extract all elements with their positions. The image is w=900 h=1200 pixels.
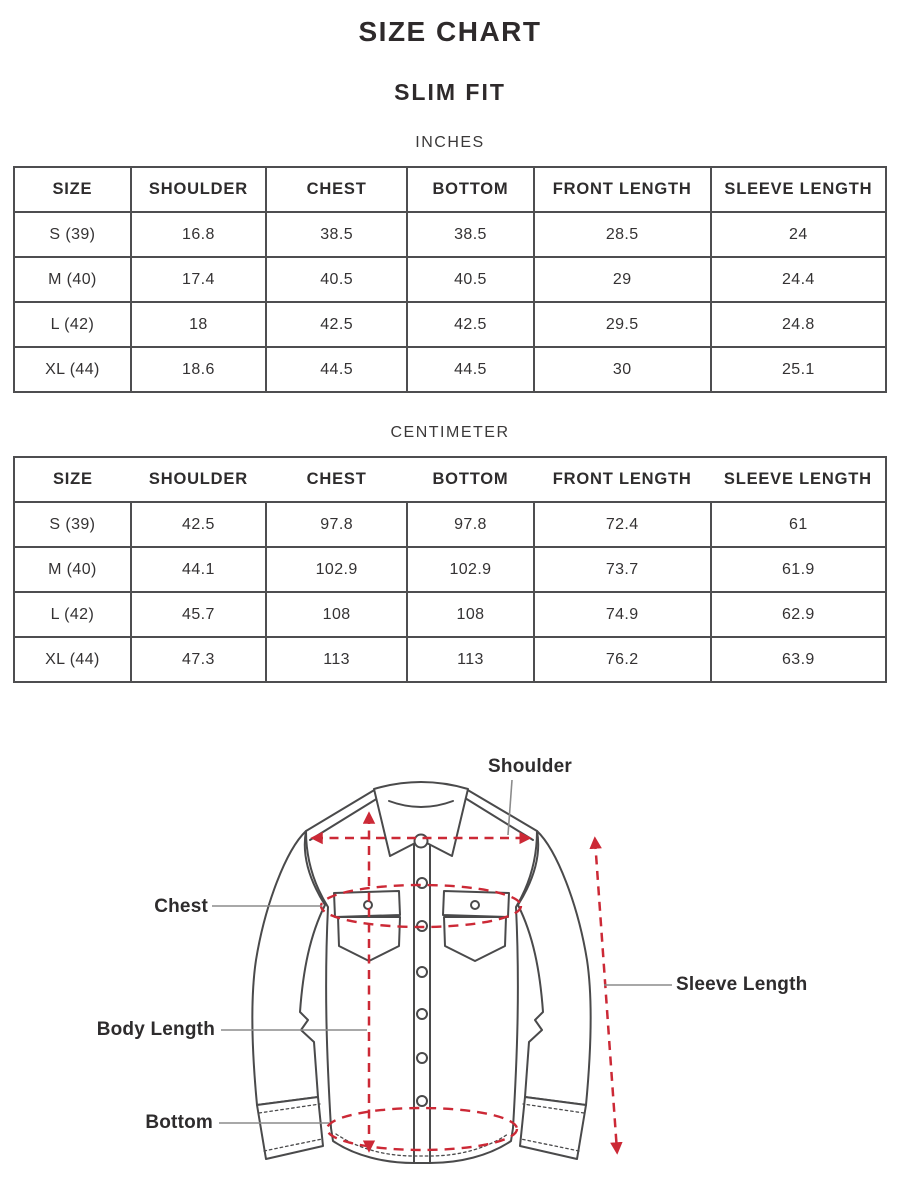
cell-value: 108 bbox=[407, 592, 533, 637]
cell-size: L (42) bbox=[14, 302, 131, 347]
right-pocket-button bbox=[471, 901, 479, 909]
cell-value: 40.5 bbox=[266, 257, 407, 302]
column-header-shoulder: SHOULDER bbox=[131, 167, 266, 212]
cell-value: 40.5 bbox=[407, 257, 533, 302]
table-row-s bbox=[14, 502, 886, 547]
sleeve-length-label: Sleeve Length bbox=[676, 974, 808, 995]
cell-value: 44.1 bbox=[131, 547, 266, 592]
cell-value: 16.8 bbox=[131, 212, 266, 257]
table-row-m bbox=[14, 257, 886, 302]
cell-value: 17.4 bbox=[131, 257, 266, 302]
cell-value: 38.5 bbox=[407, 212, 533, 257]
inches-table bbox=[13, 166, 887, 393]
cell-size: XL (44) bbox=[14, 637, 131, 682]
column-header-size: SIZE bbox=[14, 457, 131, 502]
cell-size: L (42) bbox=[14, 592, 131, 637]
cell-value: 24 bbox=[711, 212, 886, 257]
right-cuff bbox=[520, 1097, 586, 1159]
cell-value: 18.6 bbox=[131, 347, 266, 392]
inches-unit-label: INCHES bbox=[415, 134, 485, 151]
table-row-xl bbox=[14, 637, 886, 682]
sleeve-length-arrow bbox=[595, 840, 617, 1151]
cell-value: 113 bbox=[407, 637, 533, 682]
cell-value: 29 bbox=[534, 257, 711, 302]
cell-value: 29.5 bbox=[534, 302, 711, 347]
table-row-l bbox=[14, 592, 886, 637]
centimeter-header-row bbox=[14, 457, 886, 502]
shoulder-label: Shoulder bbox=[488, 756, 572, 777]
cell-value: 28.5 bbox=[534, 212, 711, 257]
column-header-bottom: BOTTOM bbox=[407, 167, 533, 212]
shirt-outline bbox=[252, 782, 590, 1163]
cell-value: 44.5 bbox=[407, 347, 533, 392]
column-header-chest: CHEST bbox=[266, 167, 407, 212]
body-length-label: Body Length bbox=[96, 1019, 215, 1040]
cell-value: 24.8 bbox=[711, 302, 886, 347]
column-header-sleeve-length: SLEEVE LENGTH bbox=[711, 457, 886, 502]
cell-value: 73.7 bbox=[534, 547, 711, 592]
cell-size: S (39) bbox=[14, 212, 131, 257]
cell-size: M (40) bbox=[14, 257, 131, 302]
cell-value: 76.2 bbox=[534, 637, 711, 682]
cell-value: 24.4 bbox=[711, 257, 886, 302]
cell-value: 42.5 bbox=[266, 302, 407, 347]
left-cuff bbox=[257, 1097, 323, 1159]
cell-value: 47.3 bbox=[131, 637, 266, 682]
cell-value: 18 bbox=[131, 302, 266, 347]
cell-value: 42.5 bbox=[407, 302, 533, 347]
bottom-label: Bottom bbox=[145, 1112, 213, 1133]
cell-value: 25.1 bbox=[711, 347, 886, 392]
cell-value: 62.9 bbox=[711, 592, 886, 637]
page-subtitle: SLIM FIT bbox=[394, 79, 506, 105]
cell-value: 97.8 bbox=[266, 502, 407, 547]
cell-value: 108 bbox=[266, 592, 407, 637]
cell-size: M (40) bbox=[14, 547, 131, 592]
page-title: SIZE CHART bbox=[358, 16, 542, 47]
cell-value: 38.5 bbox=[266, 212, 407, 257]
collar-button bbox=[415, 835, 428, 848]
cell-value: 61.9 bbox=[711, 547, 886, 592]
column-header-front-length: FRONT LENGTH bbox=[534, 457, 711, 502]
table-row-m bbox=[14, 547, 886, 592]
table-row-xl bbox=[14, 347, 886, 392]
cell-size: XL (44) bbox=[14, 347, 131, 392]
cell-value: 102.9 bbox=[266, 547, 407, 592]
cell-value: 113 bbox=[266, 637, 407, 682]
cell-value: 42.5 bbox=[131, 502, 266, 547]
column-header-bottom: BOTTOM bbox=[407, 457, 533, 502]
column-header-chest: CHEST bbox=[266, 457, 407, 502]
cell-size: S (39) bbox=[14, 502, 131, 547]
cell-value: 30 bbox=[534, 347, 711, 392]
column-header-size: SIZE bbox=[14, 167, 131, 212]
left-pocket-button bbox=[364, 901, 372, 909]
cell-value: 72.4 bbox=[534, 502, 711, 547]
table-row-l bbox=[14, 302, 886, 347]
cell-value: 102.9 bbox=[407, 547, 533, 592]
centimeter-unit-label: CENTIMETER bbox=[390, 424, 510, 441]
inches-header-row bbox=[14, 167, 886, 212]
cell-value: 45.7 bbox=[131, 592, 266, 637]
column-header-sleeve-length: SLEEVE LENGTH bbox=[711, 167, 886, 212]
cell-value: 97.8 bbox=[407, 502, 533, 547]
centimeter-table bbox=[13, 456, 887, 683]
table-row-s bbox=[14, 212, 886, 257]
chest-label: Chest bbox=[154, 896, 208, 917]
cell-value: 74.9 bbox=[534, 592, 711, 637]
cell-value: 44.5 bbox=[266, 347, 407, 392]
column-header-shoulder: SHOULDER bbox=[131, 457, 266, 502]
cell-value: 63.9 bbox=[711, 637, 886, 682]
column-header-front-length: FRONT LENGTH bbox=[534, 167, 711, 212]
cell-value: 61 bbox=[711, 502, 886, 547]
